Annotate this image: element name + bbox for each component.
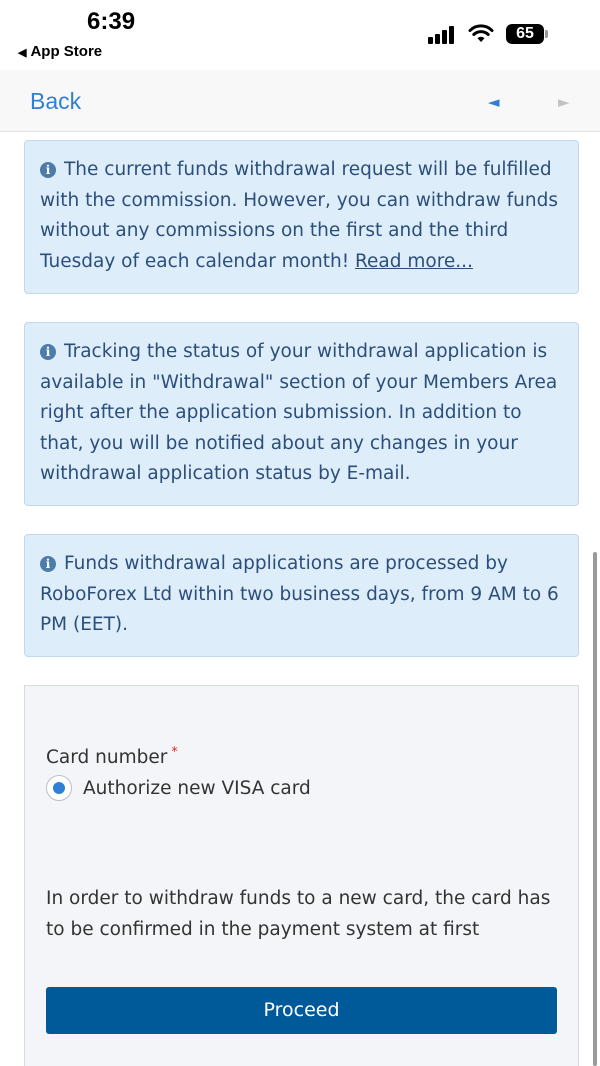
card-number-label-text: Card number xyxy=(46,747,168,768)
cellular-signal-icon xyxy=(428,26,458,44)
info-icon: i xyxy=(40,344,56,360)
scrollbar[interactable] xyxy=(593,552,597,1066)
read-more-link[interactable]: Read more... xyxy=(355,250,473,272)
withdrawal-form-panel xyxy=(24,685,579,1066)
card-number-label xyxy=(46,745,178,768)
authorize-visa-radio-option[interactable] xyxy=(46,775,311,801)
status-time: 6:39 xyxy=(87,8,136,35)
radio-selected-dot xyxy=(53,782,65,794)
radio-button[interactable] xyxy=(46,775,72,801)
info-icon: i xyxy=(40,162,56,178)
wifi-icon xyxy=(468,24,494,44)
proceed-button[interactable]: Proceed xyxy=(46,987,557,1034)
info-icon: i xyxy=(40,556,56,572)
battery-nub xyxy=(545,30,548,38)
battery-icon: 65 xyxy=(506,24,544,44)
card-confirmation-note: In order to withdraw funds to a new card, the card has to be confirmed in the payment system at first xyxy=(46,888,551,940)
info-text-commission: The current funds withdrawal request will be fulfilled with the commission. However, you can withdraw funds without any commissions on the first and the third Tuesday of each calendar month! xyxy=(40,159,558,272)
back-to-app-store-link[interactable] xyxy=(18,43,102,60)
previous-arrow-icon[interactable]: ◄ xyxy=(488,93,500,111)
info-box-tracking xyxy=(24,322,579,506)
back-triangle-icon: ◀ xyxy=(18,47,27,59)
radio-option-label[interactable]: Authorize new VISA card xyxy=(83,777,311,799)
back-app-label: App Store xyxy=(30,43,103,60)
info-box-commission xyxy=(24,140,579,294)
navigation-bar xyxy=(0,70,600,132)
back-button[interactable]: Back xyxy=(30,88,82,114)
info-text-processing: Funds withdrawal applications are processed by RoboForex Ltd within two business days, from 9 AM to 6 PM (EET). xyxy=(40,553,559,635)
info-box-processing xyxy=(24,534,579,657)
next-arrow-icon[interactable]: ► xyxy=(558,93,570,111)
required-marker: * xyxy=(171,745,178,760)
status-bar xyxy=(0,0,600,70)
info-text-tracking: Tracking the status of your withdrawal application is available in "Withdrawal" section of your Members Area right after the application submission. In addition to that, you will be notified about any changes in your withdrawal application status by E-mail. xyxy=(40,341,558,484)
